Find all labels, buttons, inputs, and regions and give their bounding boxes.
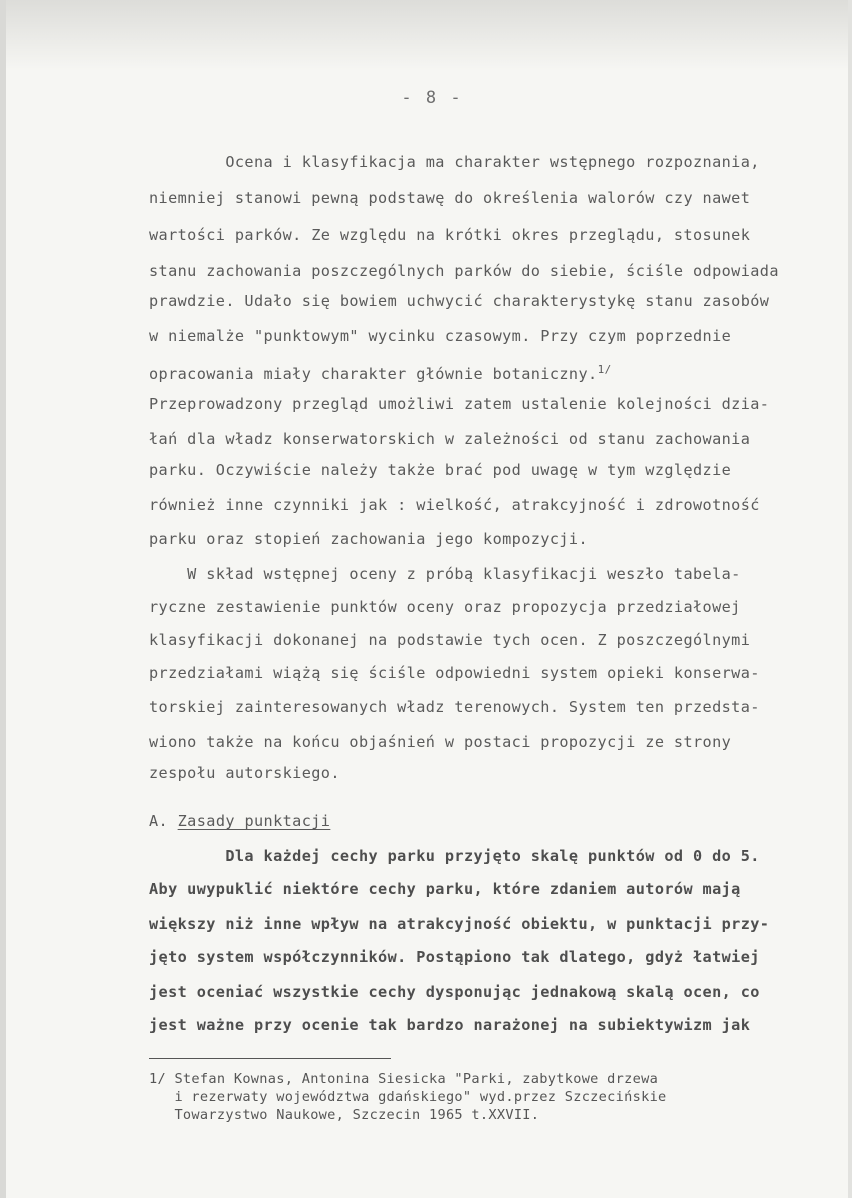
body-line: W skład wstępnej oceny z próbą klasyfikacji weszło tabela- [149, 565, 741, 583]
body-line: wiono także na końcu objaśnień w postaci propozycji ze strony [149, 733, 732, 751]
scan-shadow [6, 0, 848, 70]
body-line: Przeprowadzony przegląd umożliwi zatem ustalenie kolejności dzia- [149, 395, 770, 413]
body-line: ryczne zestawienie punktów oceny oraz propozycja przedziałowej [149, 598, 741, 616]
page-number: - 8 - [401, 88, 463, 108]
section-line: Dla każdej cechy parku przyjęto skalę punktów od 0 do 5. [149, 847, 760, 865]
section-line: jęto system współczynników. Postąpiono tak dlatego, gdyż łatwiej [149, 948, 760, 966]
section-heading [149, 811, 330, 831]
body-line-text: opracowania miały charakter głównie botaniczny. [149, 365, 598, 384]
body-line: klasyfikacji dokonanej na podstawie tych ocen. Z poszczególnymi [149, 631, 751, 649]
body-line: wartości parków. Ze względu na krótki okres przeglądu, stosunek [149, 226, 751, 244]
body-line: również inne czynniki jak : wielkość, atrakcyjność i zdrowotność [149, 496, 760, 514]
body-line: parku oraz stopień zachowania jego kompozycji. [149, 530, 589, 548]
section-line: większy niż inne wpływ na atrakcyjność obiektu, w punktacji przy- [149, 915, 770, 933]
section-prefix: A. [149, 812, 169, 830]
footnote-line: Towarzystwo Naukowe, Szczecin 1965 t.XXVII. [149, 1107, 540, 1123]
section-line: Aby uwypuklić niektóre cechy parku, które zdaniem autorów mają [149, 880, 741, 898]
body-line: stanu zachowania poszczególnych parków do siebie, ściśle odpowiada [149, 262, 779, 280]
footnote-line: 1/ Stefan Kownas, Antonina Siesicka "Parki, zabytkowe drzewa [149, 1071, 659, 1087]
section-line: jest ważne przy ocenie tak bardzo narażonej na subiektywizm jak [149, 1016, 751, 1034]
body-line-with-footnote [149, 360, 612, 384]
body-line: w niemalże "punktowym" wycinku czasowym. Przy czym poprzednie [149, 327, 732, 345]
footnote-separator [149, 1058, 391, 1059]
footnote-marker: 1/ [597, 363, 612, 376]
body-line: torskiej zainteresowanych władz terenowych. System ten przedsta- [149, 698, 760, 716]
body-line: Ocena i klasyfikacja ma charakter wstępnego rozpoznania, [149, 153, 760, 171]
body-line: prawdzie. Udało się bowiem uchwycić charakterystykę stanu zasobów [149, 292, 770, 310]
body-line: zespołu autorskiego. [149, 764, 340, 782]
body-line: parku. Oczywiście należy także brać pod uwagę w tym względzie [149, 461, 732, 479]
body-line: przedziałami wiążą się ściśle odpowiedni system opieki konserwa- [149, 664, 760, 682]
body-line: łań dla władz konserwatorskich w zależności od stanu zachowania [149, 430, 751, 448]
footnote-line: i rezerwaty województwa gdańskiego" wyd.przez Szczecińskie [149, 1089, 667, 1105]
section-line: jest oceniać wszystkie cechy dysponując jednakową skalą ocen, co [149, 983, 760, 1001]
section-title: Zasady punktacji [177, 812, 331, 830]
body-line: niemniej stanowi pewną podstawę do określenia walorów czy nawet [149, 189, 751, 207]
